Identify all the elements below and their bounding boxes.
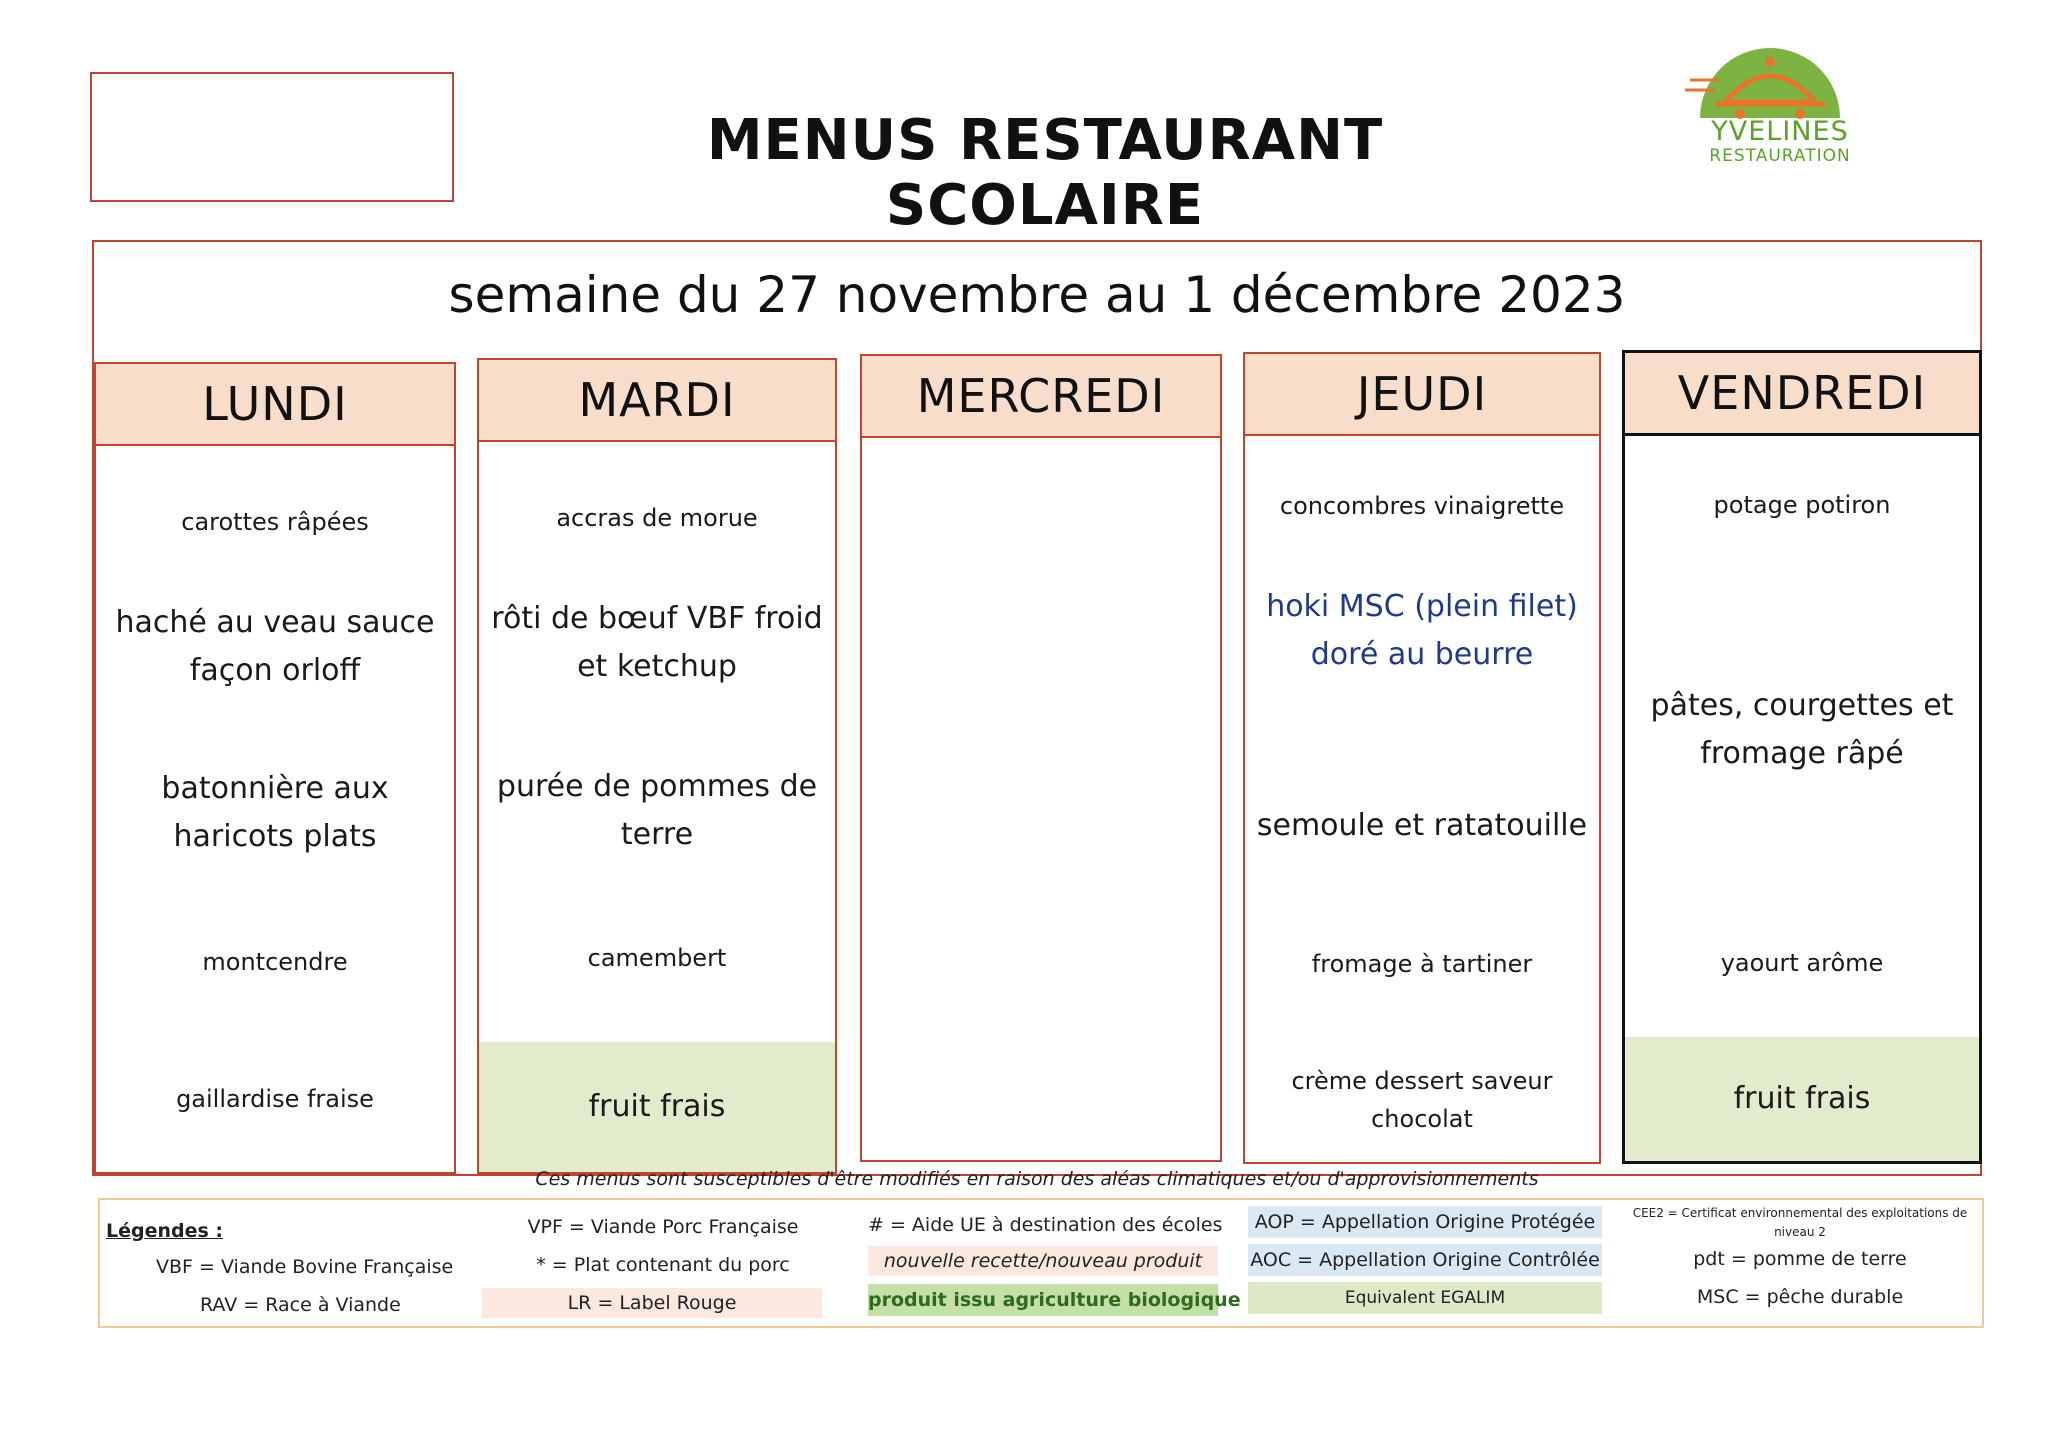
dish-dessert: gaillardise fraise <box>176 1084 374 1113</box>
school-name-box <box>90 72 454 202</box>
dish-cheese: montcendre <box>202 947 348 976</box>
legend-msc: MSC = pêche durable <box>1696 1286 1904 1308</box>
day-column-mardi <box>477 358 837 1174</box>
dish-entree: carottes râpées <box>181 507 369 536</box>
legend-aide-ue: # = Aide UE à destination des écoles <box>868 1214 1223 1236</box>
dish-entree: accras de morue <box>556 503 758 532</box>
dish-dessert: fruit frais <box>479 1042 835 1172</box>
disclaimer-note: Ces menus sont susceptibles d'être modifiés en raison des aléas climatiques et/ou d'approvisionnements <box>535 1168 1539 1190</box>
page-title: MENUS RESTAURANT SCOLAIRE <box>706 108 1384 238</box>
day-header: MARDI <box>479 360 835 442</box>
legend-bio: produit issu agriculture biologique <box>868 1284 1218 1316</box>
dish-cheese: fromage à tartiner <box>1311 949 1533 978</box>
dish-cheese: yaourt arôme <box>1720 948 1884 977</box>
dish-side: semoule et ratatouille <box>1256 808 1588 843</box>
dish-entree: concombres vinaigrette <box>1279 491 1565 520</box>
day-header: LUNDI <box>96 364 454 446</box>
dish-dessert: crème dessert saveur chocolat <box>1291 1066 1553 1133</box>
legend-rav: RAV = Race à Viande <box>200 1294 401 1316</box>
legend-vpf: VPF = Viande Porc Française <box>527 1216 799 1238</box>
dish-main: haché au veau sauce façon orloff <box>115 605 435 688</box>
legend-vbf: VBF = Viande Bovine Française <box>156 1256 454 1278</box>
dish-side: purée de pommes de terre <box>496 769 818 852</box>
day-header: MERCREDI <box>862 356 1220 438</box>
day-column-lundi <box>94 362 456 1174</box>
week-title: semaine du 27 novembre au 1 décembre 2023 <box>448 266 1626 324</box>
legend-cee2: CEE2 = Certificat environnemental des exploitations de niveau 2 <box>1632 1206 1968 1240</box>
cloche-platter-icon <box>1670 40 1870 120</box>
dish-entree: potage potiron <box>1713 490 1891 519</box>
dish-side: batonnière aux haricots plats <box>161 771 389 854</box>
logo-text-yvelines: YVELINES <box>1711 116 1849 147</box>
day-column-mercredi <box>860 354 1222 1162</box>
legend-title: Légendes : <box>106 1220 224 1242</box>
dish-main: rôti de bœuf VBF froid et ketchup <box>491 601 823 684</box>
day-column-jeudi <box>1243 352 1601 1164</box>
dish-main: pâtes, courgettes et fromage râpé <box>1650 688 1954 771</box>
legend-pdt: pdt = pomme de terre <box>1693 1248 1907 1270</box>
legend-egalim: Equivalent EGALIM <box>1248 1282 1602 1314</box>
dish-main: hoki MSC (plein filet) doré au beurre <box>1266 589 1578 672</box>
legend-aop: AOP = Appellation Origine Protégée <box>1248 1206 1602 1238</box>
legend-nouvelle-recette: nouvelle recette/nouveau produit <box>868 1246 1218 1276</box>
dish-cheese: camembert <box>587 943 727 972</box>
legend-porc: * = Plat contenant du porc <box>536 1254 790 1276</box>
legend-aoc: AOC = Appellation Origine Contrôlée <box>1248 1244 1602 1276</box>
day-header: JEUDI <box>1245 354 1599 436</box>
logo-text-restauration: RESTAURATION <box>1709 146 1851 166</box>
legend-box <box>98 1198 1984 1328</box>
day-header: VENDREDI <box>1625 353 1979 436</box>
dish-dessert: fruit frais <box>1625 1037 1979 1161</box>
day-column-vendredi <box>1622 350 1982 1164</box>
legend-label-rouge: LR = Label Rouge <box>482 1288 822 1318</box>
